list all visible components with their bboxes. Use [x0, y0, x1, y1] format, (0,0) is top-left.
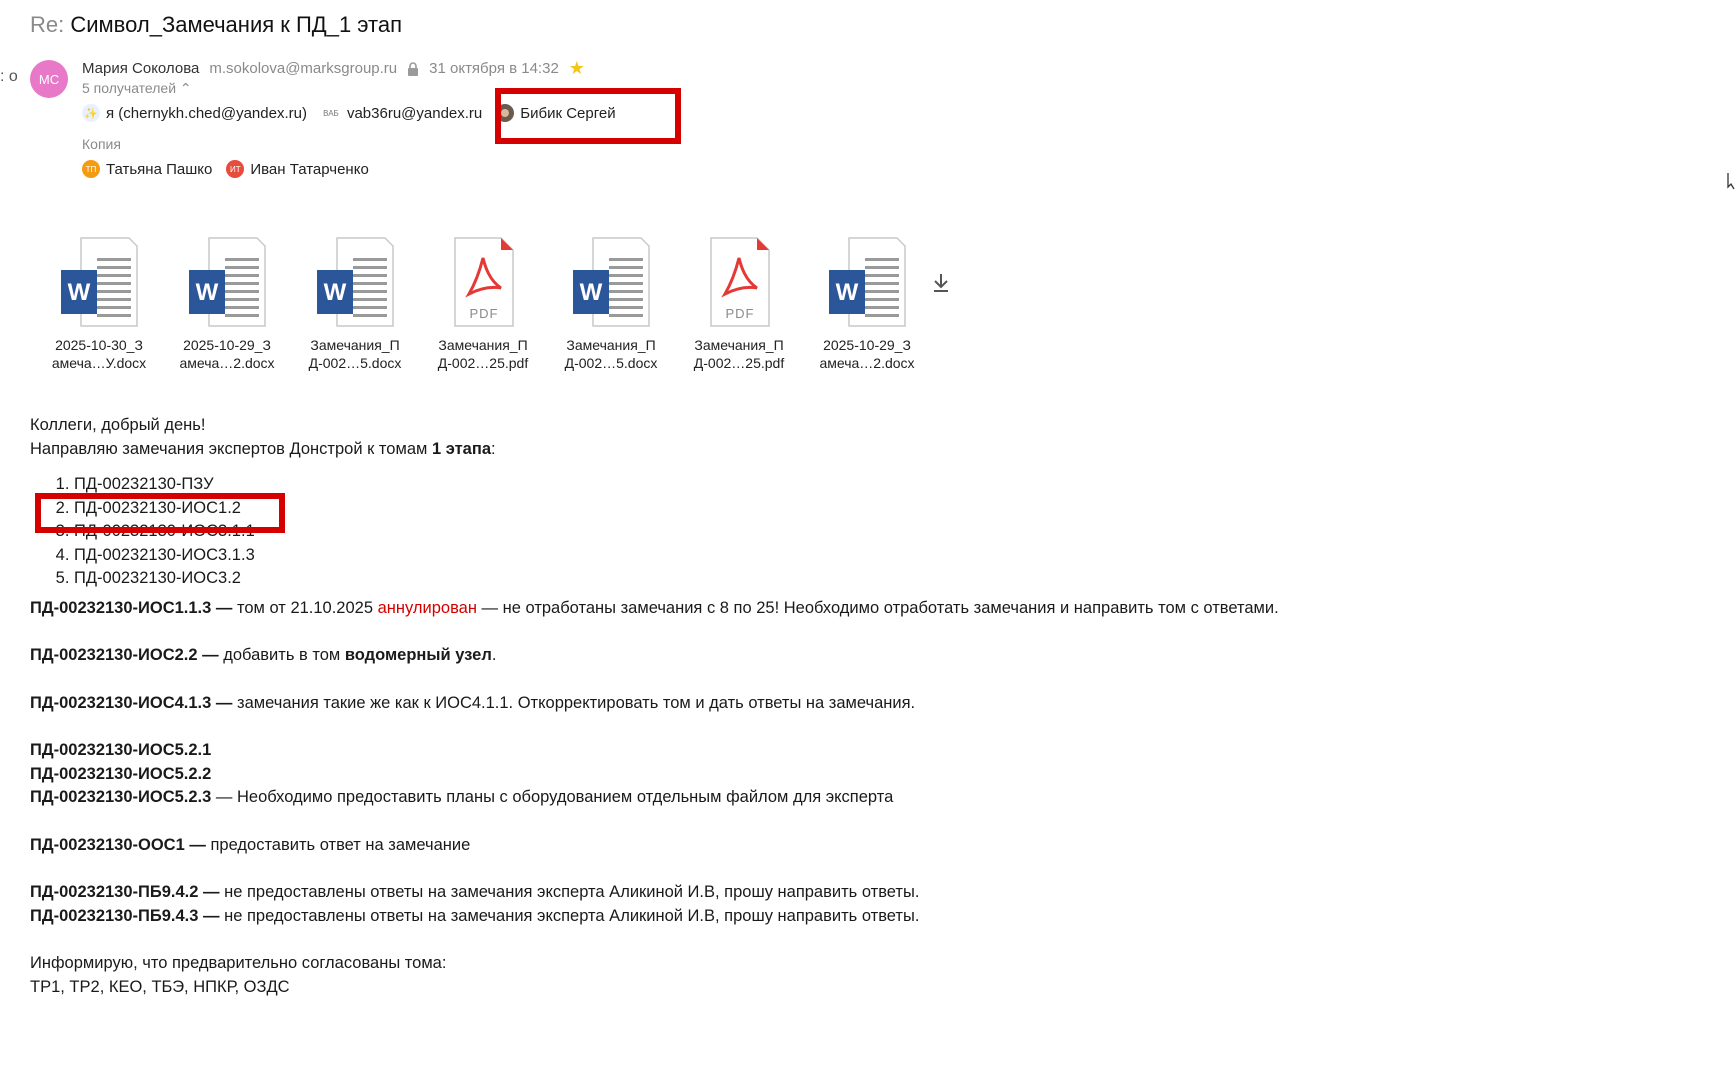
attachment-item[interactable] — [419, 236, 547, 372]
attachment-item[interactable] — [163, 236, 291, 372]
attachment-item[interactable] — [803, 236, 931, 372]
word-file-icon — [571, 236, 651, 328]
cc-name: Татьяна Пашко — [106, 160, 213, 178]
recipient-avatar: ВАБ — [321, 104, 341, 122]
list-item: 3. ПД-00232130-ИОС3.1.1 — [74, 520, 1630, 544]
svg-text:W: W — [323, 279, 347, 306]
attachment-item[interactable] — [35, 236, 163, 372]
lock-icon — [407, 62, 419, 76]
sparkle-icon: ✨ — [82, 104, 100, 122]
paragraph-approved-list: ТР1, ТР2, КЕО, ТБЭ, НПКР, ОЗДС — [30, 977, 290, 996]
cc-name: Иван Татарченко — [250, 160, 369, 178]
subject-text: Символ_Замечания к ПД_1 этап — [70, 12, 403, 37]
paragraph-oos1: ПД-00232130-ООС1 — предоставить ответ на замечание — [30, 835, 471, 854]
attachment-item[interactable] — [547, 236, 675, 372]
paragraph-ios413: ПД-00232130-ИОС4.1.3 — замечания такие же как к ИОС4.1.1. Откорректировать том и дать ответы на замечания. — [30, 693, 916, 712]
attachments-list — [35, 236, 931, 372]
sender-date: 31 октября в 14:32 — [429, 60, 559, 77]
cc-recipients — [82, 160, 383, 178]
highlight-box-list-item — [35, 493, 285, 533]
attachment-name: Замечания_П Д-002…25.pdf — [693, 337, 785, 371]
subject-prefix: Re: — [30, 12, 65, 37]
svg-text:W: W — [579, 279, 603, 306]
attachment-name: 2025-10-30_З амеча…У.docx — [51, 337, 147, 371]
attachment-name: Замечания_П Д-002…5.docx — [564, 337, 658, 371]
intro-line: Направляю замечания экспертов Донстрой к томам 1 этапа: — [30, 439, 496, 458]
cc-avatar: ТП — [82, 160, 100, 178]
cc-avatar: ИТ — [226, 160, 244, 178]
attachment-name: Замечания_П Д-002…25.pdf — [437, 337, 529, 371]
recipient-chip-self[interactable] — [82, 104, 307, 122]
paragraph-ios522: ПД-00232130-ИОС5.2.2 — [30, 764, 212, 783]
list-item: 5. ПД-00232130-ИОС3.2 — [74, 567, 1630, 591]
list-item: 4. ПД-00232130-ИОС3.1.3 — [74, 544, 1630, 568]
sender-line — [82, 58, 585, 79]
word-file-icon — [315, 236, 395, 328]
svg-text:W: W — [835, 279, 859, 306]
cc-chip-pashko[interactable] — [82, 160, 212, 178]
list-item: 2. ПД-00232130-ИОС1.2 — [74, 497, 1630, 521]
chevron-up-icon: ⌃ — [179, 80, 192, 96]
cc-chip-tatarchenko[interactable] — [226, 160, 368, 178]
paragraph-pb942: ПД-00232130-ПБ9.4.2 — не предоставлены ответы на замечания эксперта Аликиной И.В, прошу направить ответы. — [30, 883, 920, 901]
sender-avatar[interactable]: МС — [30, 60, 68, 98]
svg-text:W: W — [67, 279, 91, 306]
mouse-cursor-icon — [1727, 172, 1736, 190]
star-icon[interactable]: ★ — [568, 58, 585, 78]
svg-text:PDF: PDF — [469, 306, 499, 321]
word-file-icon — [827, 236, 907, 328]
email-subject — [30, 12, 402, 38]
word-file-icon — [187, 236, 267, 328]
recipient-name: Бибик Сергей — [520, 104, 616, 122]
attachment-name: 2025-10-29_З амеча…2.docx — [819, 337, 915, 371]
recipient-name: я (chernykh.ched@yandex.ru) — [106, 104, 307, 122]
list-item: 1. ПД-00232130-ПЗУ — [74, 473, 1630, 497]
sender-name[interactable]: Мария Соколова — [82, 60, 200, 77]
attachment-name: 2025-10-29_З амеча…2.docx — [179, 337, 275, 371]
highlight-box-recipient — [495, 88, 681, 144]
pdf-file-icon — [443, 236, 523, 328]
paragraph-approved-intro: Информирую, что предварительно согласованы тома: — [30, 954, 447, 972]
paragraph-ios22: ПД-00232130-ИОС2.2 — добавить в том водомерный узел. — [30, 646, 497, 664]
paragraph-ios521: ПД-00232130-ИОС5.2.1 — [30, 741, 212, 759]
recipient-chip-vab[interactable] — [321, 104, 482, 122]
svg-text:PDF: PDF — [725, 306, 755, 321]
paragraph-ios113: ПД-00232130-ИОС1.1.3 — том от 21.10.2025 аннулирован — не отработаны замечания с 8 по 25! Необходимо отработать замечания и направить том с ответами. — [30, 598, 1279, 617]
word-file-icon — [59, 236, 139, 328]
recipient-name: vab36ru@yandex.ru — [346, 104, 483, 122]
paragraph-pb943: ПД-00232130-ПБ9.4.3 — не предоставлены ответы на замечания эксперта Аликиной И.В, прошу направить ответы. — [30, 906, 920, 925]
paragraph-ios523: ПД-00232130-ИОС5.2.3 — Необходимо предоставить планы с оборудованием отдельным файлом для эксперта — [30, 788, 894, 806]
greeting: Коллеги, добрый день! — [30, 416, 206, 434]
annulled-text: аннулирован — [377, 598, 477, 617]
attachment-item[interactable] — [675, 236, 803, 372]
sender-email[interactable]: m.sokolova@marksgroup.ru — [209, 60, 398, 77]
side-collapse-marker[interactable]: : o — [0, 68, 18, 85]
recipients-toggle[interactable] — [82, 80, 192, 97]
recipients-count: 5 получателей — [82, 80, 177, 96]
attachment-name: Замечания_П Д-002…5.docx — [308, 337, 402, 371]
cc-label: Копия — [82, 136, 121, 152]
attachment-item[interactable] — [291, 236, 419, 372]
pdf-file-icon — [699, 236, 779, 328]
download-icon[interactable] — [932, 272, 950, 294]
svg-text:W: W — [195, 279, 219, 306]
